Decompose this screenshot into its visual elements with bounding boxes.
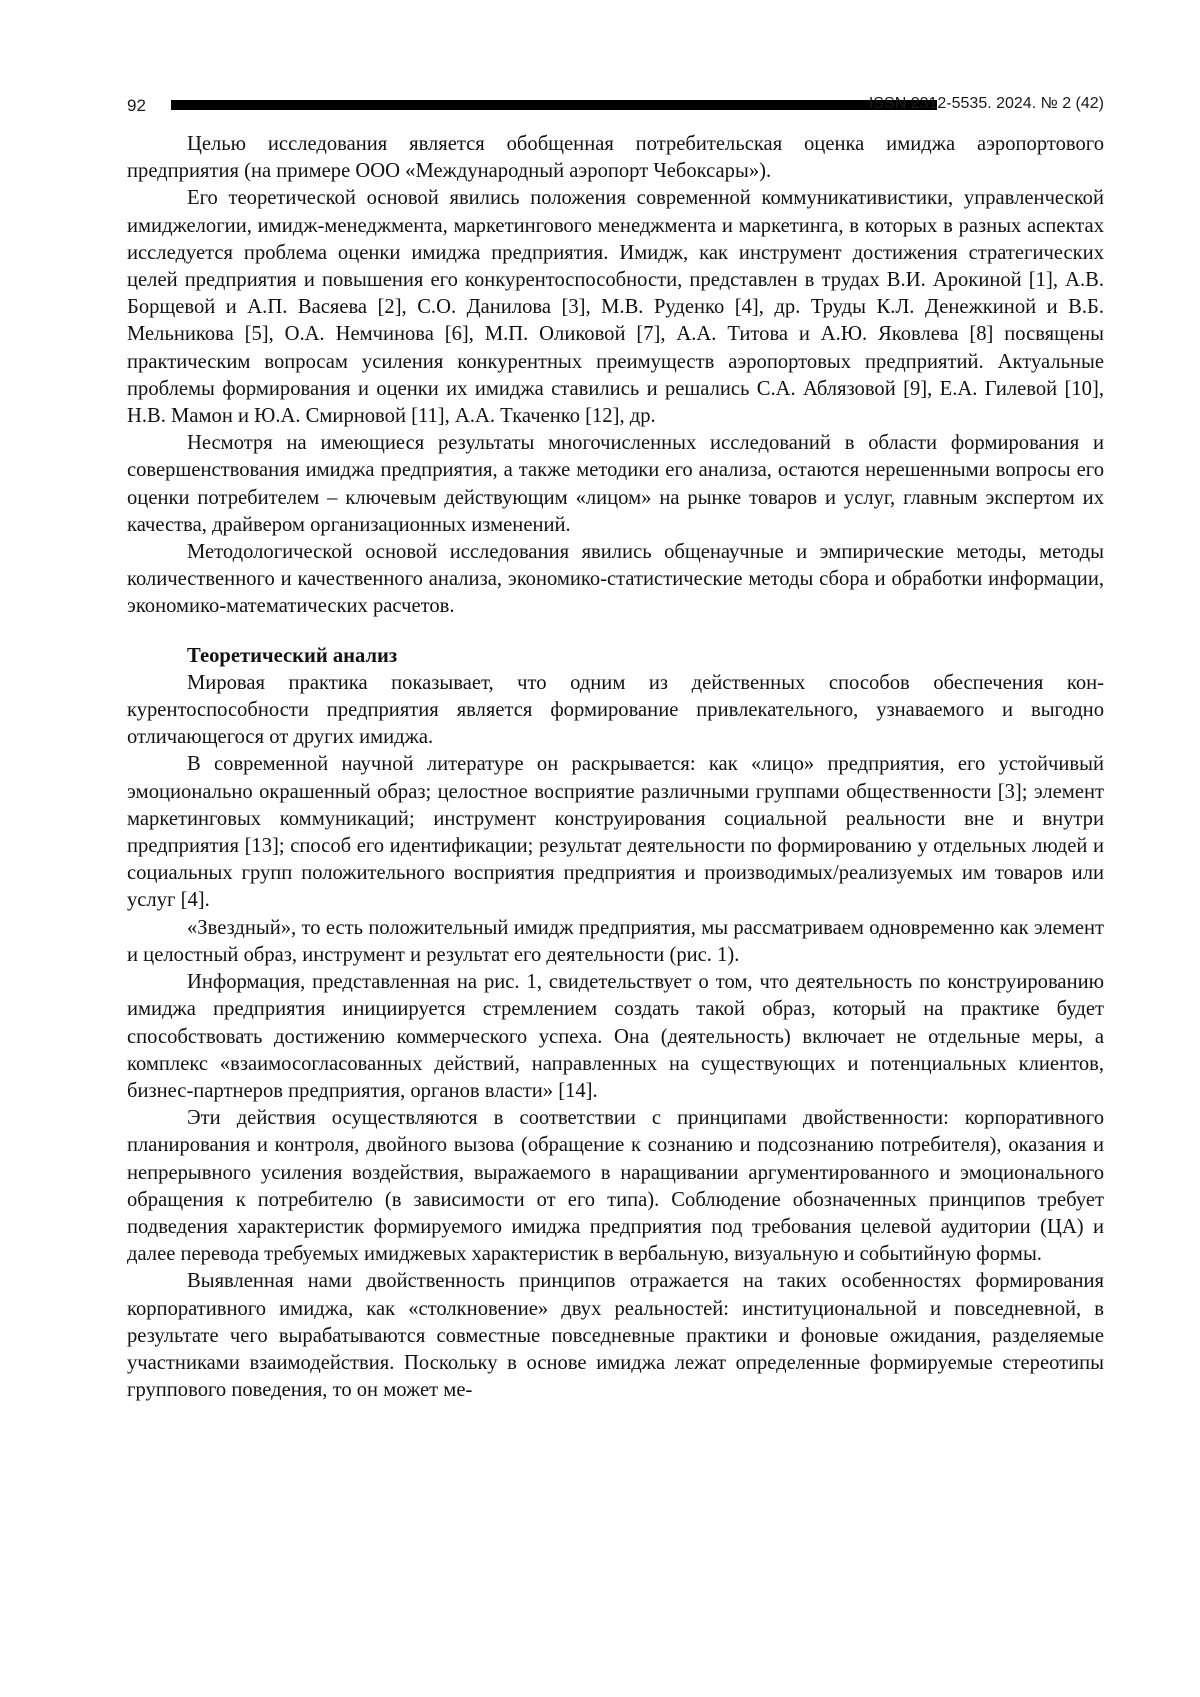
paragraph-unresolved-issues: Несмотря на имеющиеся результаты многочисленных исследований в области формирования и совершенствования имиджа предприятия, а также методики его анализа, остаются нерешенными вопросы его оценки потребителем – ключевым действующим «лицом» на рынке товаров и услуг, главным экспертом их качества, драйвером организационных изменений.	[127, 432, 1104, 536]
paragraph-star-image: «Звездный», то есть положительный имидж предприятия, мы рассматриваем одновременно как элемент и целостный образ, инструмент и результат его деятельности (рис. 1).	[127, 916, 1104, 966]
page-number: 92	[127, 96, 146, 115]
section-gap	[127, 621, 1104, 643]
page-header	[127, 94, 1104, 118]
paragraph-methodology: Методологической основой исследования явились общенаучные и эмпирические методы, методы количественного и качественного анализа, экономико-статистические методы сбора и обработки информации, экономико-математических расчетов.	[127, 541, 1104, 618]
paragraph-world-practice: Мировая практика показывает, что одним из действенных способов обеспечения конкурентоспособности предприятия является формирование привлекательного, узнаваемого и выгодно отличающегося от других имиджа.	[127, 671, 1104, 749]
journal-issn: ISSN 2312-5535. 2024. № 2 (42)	[868, 95, 1104, 112]
paragraph-duality: Выявленная нами двойственность принципов отражается на таких особенностях формирования корпоративного имиджа, как «столкновение» двух реальностей: институциональной и повседневной, в результате чего вырабатываются совместные повседневные практики и фоновые ожидания, разделяемые участниками взаимодействия. Поскольку в основе имиджа лежат определенные формируемые стереотипы группового поведения, то он может ме-	[127, 1270, 1104, 1402]
section-heading: Теоретический анализ	[187, 644, 398, 667]
header-rule	[171, 100, 937, 110]
paragraph-literature: В современной научной литературе он раскрывается: как «лицо» предприятия, его устойчивый эмоционально окрашенный образ; целостное восприятие различными группами общественности [3]; элемент маркетинговых коммуникаций; инструмент конструирования социальной реальности вне и внутри предприятия [13]; способ его идентификации; результат деятельности по формированию у отдельных людей и социальных групп положительного восприятия предприятия и производимых/реализуемых им товаров или услуг [4].	[127, 753, 1104, 912]
paragraph-purpose: Целью исследования является обобщенная потребительская оценка имиджа аэропортового предприятия (на примере ООО «Международный аэропорт Чебоксары»).	[127, 133, 1104, 183]
article-body	[127, 131, 1104, 1404]
paragraph-principles: Эти действия осуществляются в соответствии с принципами двойственности: корпоративного планирования и контроля, двойного вызова (обращение к сознанию и подсознанию потребителя), оказания и непрерывного усиления воздействия, выражаемого в наращивании аргументированного и эмоционального обращения к потребителю (в зависимости от его типа). Соблюдение обозначенных принципов требует подведения характеристик формируемого имиджа предприятия под требования целевой аудитории (ЦА) и далее перевода требуемых имиджевых характеристик в вербальную, визуальную и событийную формы.	[127, 1107, 1104, 1266]
paragraph-theoretical-basis: Его теоретической основой явились положения современной коммуникативистики, управленческой имиджелогии, имидж-менеджмента, маркетингового менеджмента и маркетинга, в которых в разных аспектах исследуется проблема оценки имиджа предприятия. Имидж, как инструмент достижения стратегических целей предприятия и повышения его конкурентоспособности, представлен в трудах В.И. Арокиной [1], А.В. Борщевой и А.П. Васяева [2], С.О. Данилова [3], М.В. Руденко [4], др. Труды К.Л. Денежкиной и В.Б. Мельникова [5], О.А. Немчинова [6], М.П. Оликовой [7], А.А. Титова и А.Ю. Яковлева [8] посвящены практическим вопросам усиления конкурентных преимуществ аэропортовых предприятий. Актуальные проблемы формирования и оценки их имиджа ставились и решались С.А. Аблязовой [9], Е.А. Гилевой [10], Н.В. Мамон и Ю.А. Смирновой [11], А.А. Ткаченко [12], др.	[127, 187, 1104, 428]
paragraph-figure-info: Информация, представленная на рис. 1, свидетельствует о том, что деятельность по конструированию имиджа предприятия инициируется стремлением создать такой образ, который на практике будет способствовать достижению коммерческого успеха. Она (деятельность) включает не отдельные меры, а комплекс «взаимосогласованных действий, направленных на существующих и потенциальных клиентов, бизнес-партнеров предприятия, органов власти» [14].	[127, 971, 1104, 1102]
